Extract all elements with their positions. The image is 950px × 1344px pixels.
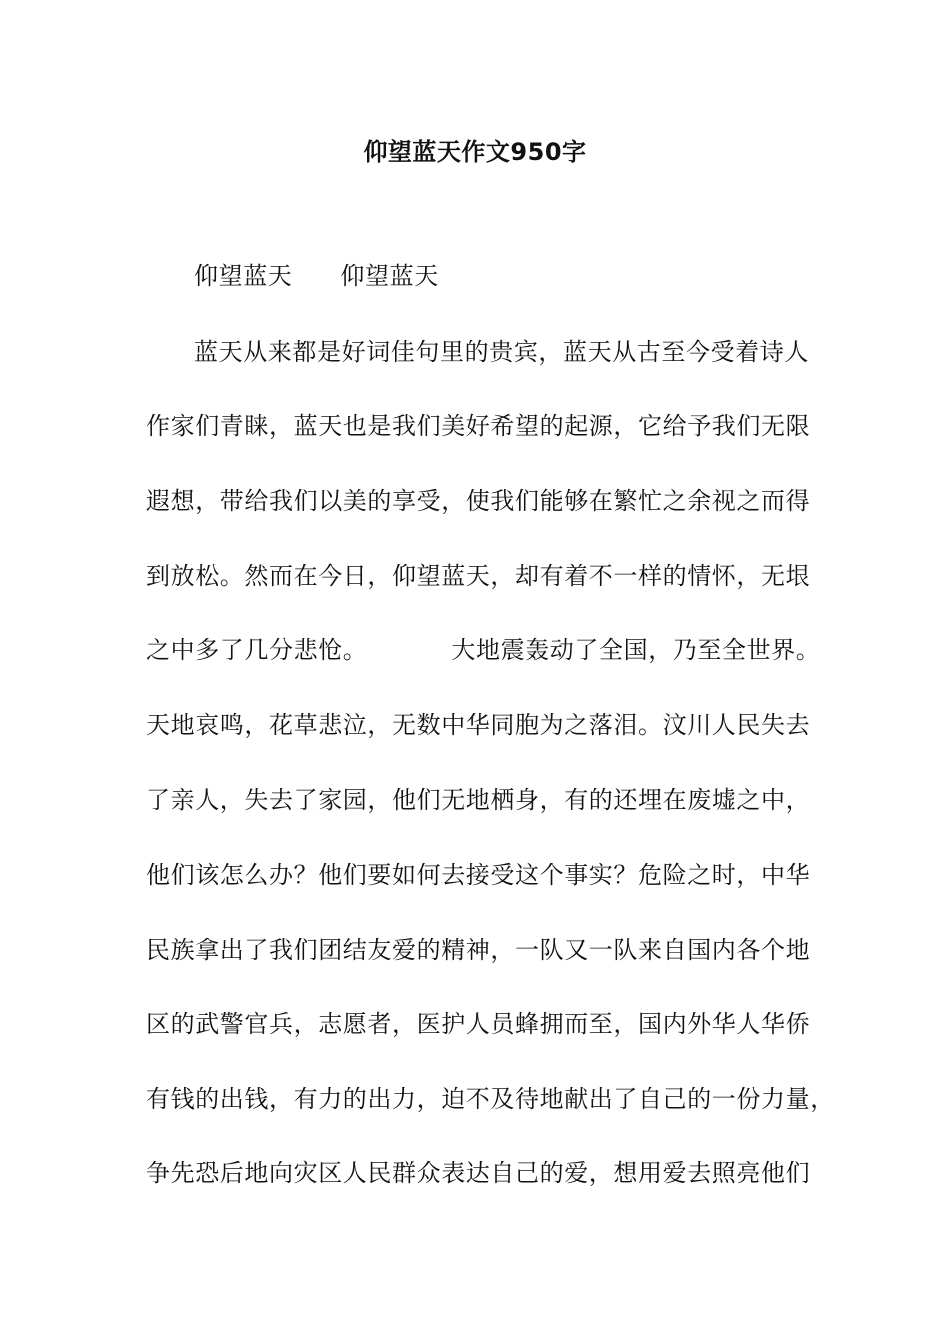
subtitle-part-2: 仰望蓝天 <box>340 262 439 290</box>
paragraph-line: 蓝天从来都是好词佳句里的贵宾，蓝天从古至今受着诗人 <box>194 338 809 366</box>
paragraph-line-part-2: 大地震轰动了全国，乃至全世界。 <box>451 636 821 664</box>
paragraph-line-split <box>146 634 826 666</box>
paragraph-line: 作家们青睐，蓝天也是我们美好希望的起源，它给予我们无限 <box>146 412 811 440</box>
paragraph-line: 区的武警官兵，志愿者，医护人员蜂拥而至，国内外华人华侨 <box>146 1010 811 1038</box>
paragraph-line: 天地哀鸣，花草悲泣，无数中华同胞为之落泪。汶川人民失去 <box>146 711 811 739</box>
paragraph-line: 争先恐后地向灾区人民群众表达自己的爱，想用爱去照亮他们 <box>146 1159 811 1187</box>
paragraph-line: 遐想，带给我们以美的享受，使我们能够在繁忙之余视之而得 <box>146 487 811 515</box>
subtitle-part-1: 仰望蓝天 <box>194 262 293 290</box>
subtitle-line <box>194 260 834 292</box>
paragraph-line: 到放松。然而在今日，仰望蓝天，却有着不一样的情怀，无垠 <box>146 562 811 590</box>
paragraph-line: 民族拿出了我们团结友爱的精神，一队又一队来自国内各个地 <box>146 936 811 964</box>
paragraph-line: 有钱的出钱，有力的出力，迫不及待地献出了自己的一份力量， <box>146 1085 835 1113</box>
paragraph-line-part-1: 之中多了几分悲怆。 <box>146 636 368 664</box>
paragraph-line: 他们该怎么办？他们要如何去接受这个事实？危险之时，中华 <box>146 861 811 889</box>
document-title: 仰望蓝天作文950字 <box>363 138 587 166</box>
paragraph-line: 了亲人，失去了家园，他们无地栖身，有的还埋在废墟之中， <box>146 786 811 814</box>
